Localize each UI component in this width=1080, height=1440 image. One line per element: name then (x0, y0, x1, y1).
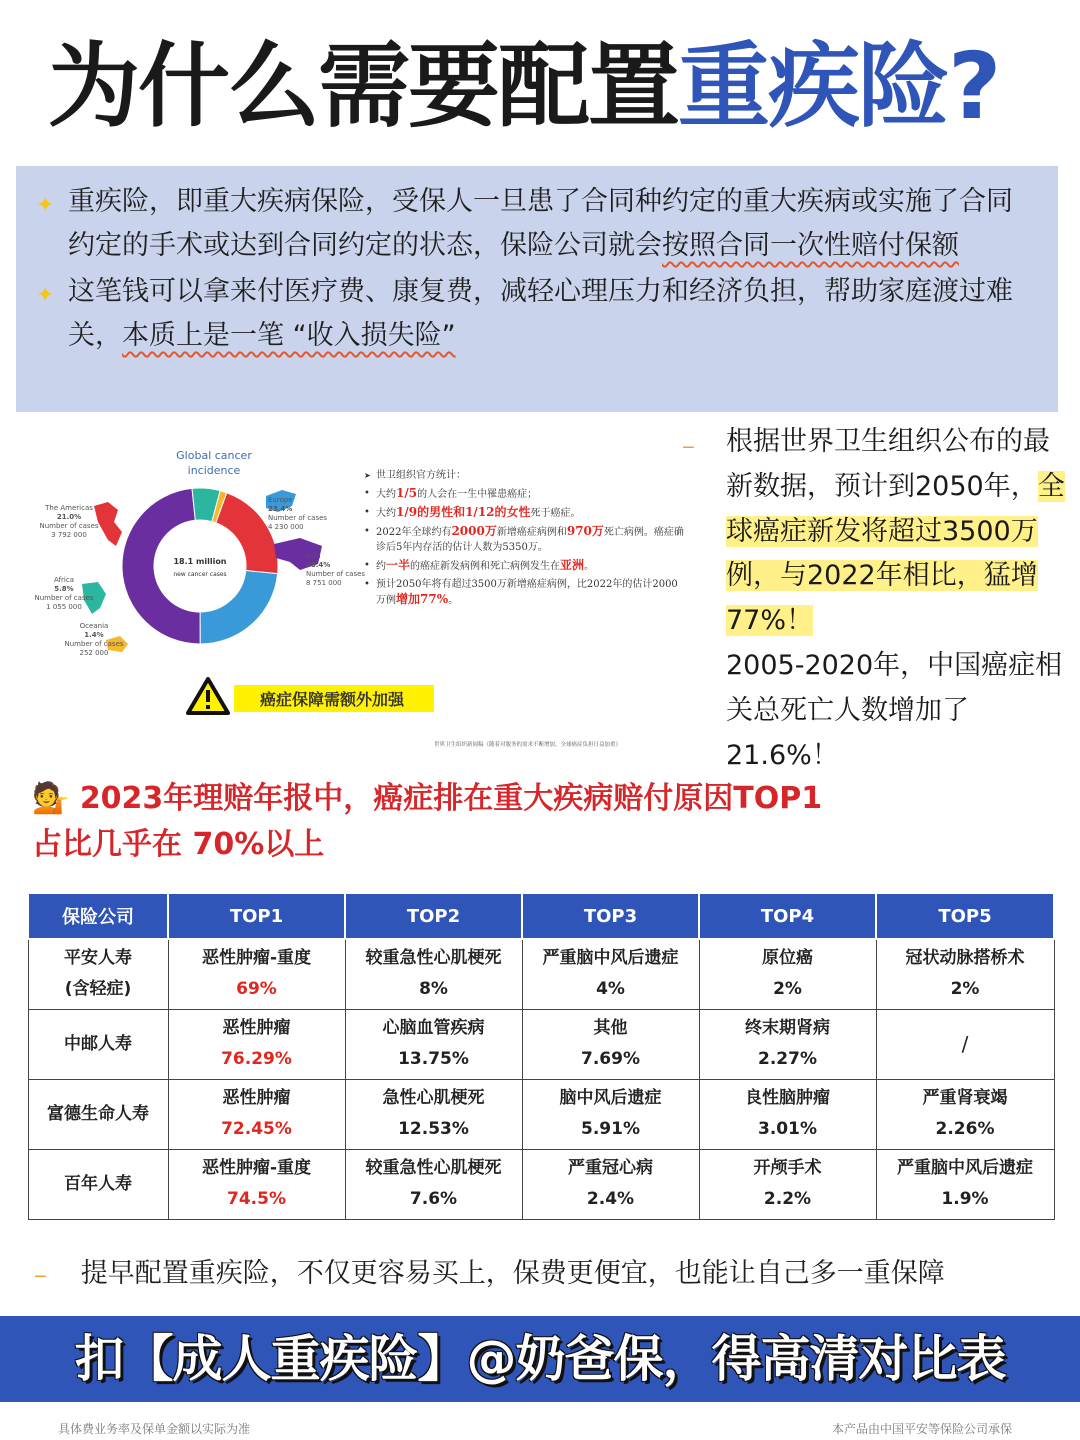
table-cell: 恶性肿瘤-重度 69% (168, 939, 345, 1009)
region-name: Oceania (79, 622, 109, 630)
table-cell: 心脑血管疾病 13.75% (345, 1009, 522, 1079)
claims-table (27, 892, 1055, 1220)
table-cell: 开颅手术 2.2% (699, 1149, 876, 1219)
title-prefix: 为什么需要配置 (48, 33, 679, 140)
infographic-title: Global cancer incidence (176, 449, 252, 477)
summary-highlight: 全球癌症新发将超过3500万例，与2022年相比，猛增77%！ (726, 470, 1065, 637)
warning-icon (186, 676, 230, 716)
region-sub: Number of cases (34, 594, 94, 602)
cancer-infographic (34, 436, 694, 756)
region-label-asia (306, 552, 366, 588)
header-top1: TOP1 (168, 893, 345, 939)
intro-bullet-2 (36, 270, 1038, 358)
region-cases: 3 792 000 (51, 531, 87, 539)
region-cases: 8 751 000 (306, 579, 342, 587)
region-name: The Americas (45, 504, 93, 512)
header-top4: TOP4 (699, 893, 876, 939)
footer-note-text: 提早配置重疾险，不仅更容易买上，保费更便宜，也能让自己多一重保障 (80, 1258, 945, 1289)
person-tipping-hand-icon: 💁 (32, 781, 70, 816)
region-cases: 4 230 000 (268, 523, 304, 531)
table-row (28, 1009, 1054, 1079)
region-pct: 5.8% (54, 585, 74, 593)
region-label-africa (34, 576, 94, 612)
claims-heading-line1: 2023年理赔年报中，癌症排在重大疾病赔付原因TOP1 (79, 781, 823, 816)
company-cell: 平安人寿 (含轻症) (28, 939, 168, 1009)
table-row (28, 1079, 1054, 1149)
table-cell: 恶性肿瘤 72.45% (168, 1079, 345, 1149)
company-cell: 富德生命人寿 (28, 1079, 168, 1149)
bullet-text: 重疾险，即重大疾病保险，受保人一旦患了合同种约定的重大疾病或实施了合同约定的手术或达到合同约定的状态，保险公司就会 (68, 186, 1013, 261)
stat-item: • 预计2050年将有超过3500万新增癌症病例，比2022年的估计2000万例增加77%。 (364, 577, 684, 608)
region-label-oceania (54, 622, 134, 658)
donut-center-value: 18.1 million (173, 557, 227, 566)
region-name: Asia (306, 552, 321, 560)
region-cases: 252 000 (79, 649, 109, 657)
title-highlight: 重疾险 (678, 33, 949, 140)
intro-panel (16, 166, 1058, 412)
region-name: Europe (268, 496, 293, 504)
who-summary-text (726, 420, 1066, 778)
region-sub: Number of cases (306, 570, 366, 578)
stat-item: • 大约1/9的男性和1/12的女性死于癌症。 (364, 505, 684, 521)
bullet-underlined-text: 本质上是一笔 “收入损失险” (122, 320, 456, 351)
header-top5: TOP5 (876, 893, 1054, 939)
sparkle-icon: ✦ (36, 283, 55, 308)
table-header-row (28, 893, 1054, 939)
donut-hole (154, 520, 246, 612)
table-cell: 冠状动脉搭桥术 2% (876, 939, 1054, 1009)
table-cell: 脑中风后遗症 5.91% (522, 1079, 699, 1149)
table-cell: 良性脑肿瘤 3.01% (699, 1079, 876, 1149)
sparkle-icon: ✦ (36, 193, 55, 218)
table-cell: 严重冠心病 2.4% (522, 1149, 699, 1219)
table-cell: 严重脑中风后遗症 4% (522, 939, 699, 1009)
region-label-americas (34, 504, 104, 540)
region-cases: 1 055 000 (46, 603, 82, 611)
claims-heading (32, 776, 1032, 868)
table-cell: 原位癌 2% (699, 939, 876, 1009)
summary-china-stat: 2005-2020年，中国癌症相关总死亡人数增加了21.6%！ (726, 649, 1063, 771)
accent-dash-icon: ‒ (682, 434, 695, 458)
table-cell: 较重急性心肌梗死 8% (345, 939, 522, 1009)
table-cell: 终末期肾病 2.27% (699, 1009, 876, 1079)
stat-item: • 大约1/5的人会在一生中罹患癌症； (364, 486, 684, 502)
table-cell: 恶性肿瘤 76.29% (168, 1009, 345, 1079)
table-cell: / (876, 1009, 1054, 1079)
region-name: Africa (54, 576, 74, 584)
table-row (28, 939, 1054, 1009)
page-title (48, 32, 1048, 142)
region-sub: Number of cases (39, 522, 99, 530)
header-top3: TOP3 (522, 893, 699, 939)
region-pct: 21.0% (56, 513, 82, 521)
table-cell: 严重脑中风后遗症 1.9% (876, 1149, 1054, 1219)
claims-heading-line2: 占比几乎在 70%以上 (32, 827, 325, 862)
table-cell: 严重肾衰竭 2.26% (876, 1079, 1054, 1149)
region-sub: Number of cases (268, 514, 328, 522)
stat-item: • 2022年全球约有2000万新增癌症病例和970万死亡病例。癌症确诊后5年内存活的估计人数为5350万。 (364, 524, 684, 555)
region-pct: 23.4% (268, 505, 293, 513)
accent-dash-icon: ‒ (34, 1263, 47, 1287)
warning-callout (186, 676, 486, 722)
header-company: 保险公司 (28, 893, 168, 939)
intro-bullet-1 (36, 180, 1038, 268)
bullet-underlined-text: 按照合同一次性赔付保额 (662, 230, 959, 261)
table-cell: 其他 7.69% (522, 1009, 699, 1079)
warning-text: 癌症保障需额外加强 (234, 685, 434, 712)
region-sub: Number of cases (64, 640, 124, 648)
company-cell: 中邮人寿 (28, 1009, 168, 1079)
region-pct: 48.4% (306, 561, 331, 569)
company-cell: 百年人寿 (28, 1149, 168, 1219)
header-top2: TOP2 (345, 893, 522, 939)
region-pct: 1.4% (84, 631, 104, 639)
donut-center-label: new cancer cases (173, 571, 227, 578)
footer-note (34, 1250, 1054, 1299)
region-label-europe (268, 496, 328, 532)
disclaimer-right: 本产品由中国平安等保险公司承保 (831, 1422, 1012, 1436)
bullet-text: 这笔钱可以拿来付医疗费、康复费，减轻心理压力和经济负担，帮助家庭渡过难关， (68, 276, 1013, 351)
stats-heading: ➤ 世卫组织官方统计： (364, 468, 684, 483)
table-cell: 较重急性心肌梗死 7.6% (345, 1149, 522, 1219)
cta-banner[interactable]: 扣【成人重疾险】@奶爸保，得高清对比表 (0, 1316, 1080, 1402)
disclaimer-left: 具体费业务率及保单金额以实际为准 (58, 1422, 251, 1436)
source-caption: 世界卫生组织新闻稿《随着对服务的需求不断增加，全球癌症负担日益加重》 (434, 742, 622, 748)
title-suffix: ? (948, 33, 1000, 140)
table-cell: 急性心肌梗死 12.53% (345, 1079, 522, 1149)
who-stats-list (364, 468, 684, 611)
table-row (28, 1149, 1054, 1219)
summary-plain: 根据世界卫生组织公布的最新数据，预计到2050年， (726, 426, 1050, 502)
stat-item: • 约一半的癌症新发病例和死亡病例发生在亚洲。 (364, 558, 684, 574)
table-cell: 恶性肿瘤-重度 74.5% (168, 1149, 345, 1219)
